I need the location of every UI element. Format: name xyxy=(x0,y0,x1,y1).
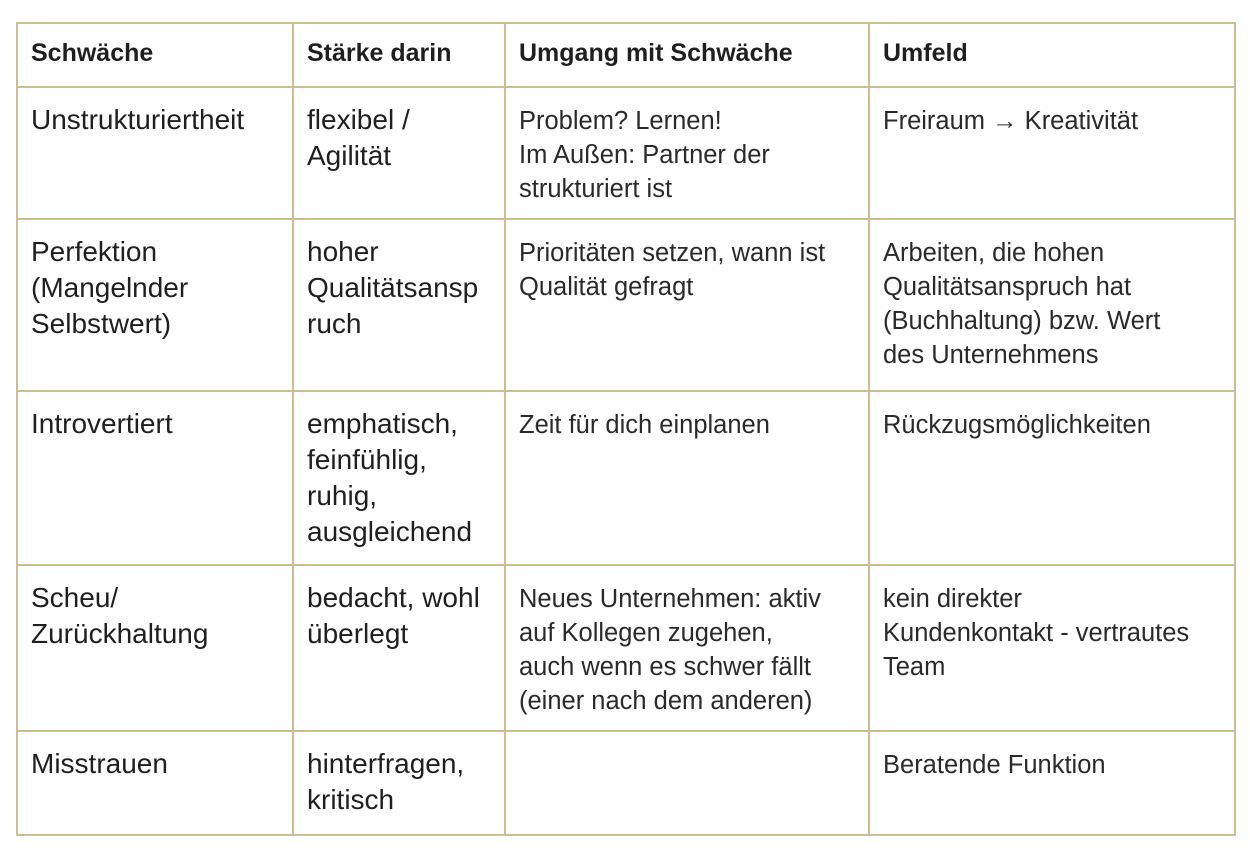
header-umgang: Umgang mit Schwäche xyxy=(505,23,869,87)
cell-line: kein direkter xyxy=(883,585,1022,613)
table-row xyxy=(17,731,1235,835)
cell-line: Unstrukturiertheit xyxy=(31,104,245,135)
cell-umgang xyxy=(505,219,869,391)
header-umfeld: Umfeld xyxy=(869,23,1235,87)
cell-schwaeche xyxy=(17,391,293,565)
cell-line: strukturiert ist xyxy=(519,175,673,203)
cell-schwaeche xyxy=(17,731,293,835)
table-row xyxy=(17,219,1235,391)
cell-line: bedacht, wohl xyxy=(307,582,480,613)
cell-line: (Mangelnder xyxy=(31,272,189,303)
cell-umfeld xyxy=(869,87,1235,219)
cell-line: Prioritäten setzen, wann ist xyxy=(519,239,826,267)
cell-staerke xyxy=(293,731,505,835)
cell-line: flexibel / xyxy=(307,104,410,135)
cell-line: (Buchhaltung) bzw. Wert xyxy=(883,307,1161,335)
cell-line: Perfektion xyxy=(31,236,158,267)
header-staerke: Stärke darin xyxy=(293,23,505,87)
cell-line: Problem? Lernen! xyxy=(519,107,722,135)
cell-line: ruch xyxy=(307,308,362,339)
cell-umgang xyxy=(505,565,869,731)
cell-line: Neues Unternehmen: aktiv xyxy=(519,585,821,613)
cell-staerke xyxy=(293,565,505,731)
cell-line: Zurückhaltung xyxy=(31,618,209,649)
table-row xyxy=(17,391,1235,565)
table-row xyxy=(17,87,1235,219)
cell-line: überlegt xyxy=(307,618,409,649)
cell-staerke xyxy=(293,391,505,565)
cell-line: kritisch xyxy=(307,784,395,815)
header-schwaeche: Schwäche xyxy=(17,23,293,87)
table-header-row xyxy=(17,23,1235,87)
cell-line: Agilität xyxy=(307,140,392,171)
cell-line: ausgleichend xyxy=(307,516,473,547)
cell-line: feinfühlig, xyxy=(307,444,427,475)
cell-line: Arbeiten, die hohen xyxy=(883,239,1105,267)
table-row xyxy=(17,565,1235,731)
cell-umfeld xyxy=(869,731,1235,835)
cell-line: Qualität gefragt xyxy=(519,273,694,301)
cell-line: hinterfragen, xyxy=(307,748,465,779)
cell-umfeld xyxy=(869,565,1235,731)
cell-line: des Unternehmens xyxy=(883,341,1099,369)
cell-umfeld xyxy=(869,391,1235,565)
cell-umgang-empty xyxy=(505,731,869,835)
cell-schwaeche xyxy=(17,565,293,731)
cell-schwaeche xyxy=(17,87,293,219)
cell-line: Im Außen: Partner der xyxy=(519,141,770,169)
cell-line: ruhig, xyxy=(307,480,378,511)
cell-line: Team xyxy=(883,653,946,681)
cell-staerke xyxy=(293,87,505,219)
cell-line: emphatisch, xyxy=(307,408,458,439)
cell-line: Zeit für dich einplanen xyxy=(519,411,770,439)
cell-line: hoher xyxy=(307,236,379,267)
cell-umgang xyxy=(505,87,869,219)
cell-line: Rückzugsmöglichkeiten xyxy=(883,411,1151,439)
cell-line: Qualitätsansp xyxy=(307,272,479,303)
cell-schwaeche xyxy=(17,219,293,391)
cell-umgang xyxy=(505,391,869,565)
cell-line: auf Kollegen zugehen, xyxy=(519,619,773,647)
cell-staerke xyxy=(293,219,505,391)
cell-umfeld xyxy=(869,219,1235,391)
cell-line: Kundenkontakt - vertrautes xyxy=(883,619,1190,647)
cell-line: Beratende Funktion xyxy=(883,751,1106,779)
cell-line: Introvertiert xyxy=(31,408,173,439)
cell-line: Scheu/ xyxy=(31,582,119,613)
cell-line: Selbstwert) xyxy=(31,308,172,339)
weakness-table xyxy=(16,22,1236,836)
cell-line: (einer nach dem anderen) xyxy=(519,687,813,715)
cell-line: Misstrauen xyxy=(31,748,168,779)
cell-line: auch wenn es schwer fällt xyxy=(519,653,811,681)
cell-line: Qualitätsanspruch hat xyxy=(883,273,1132,301)
cell-line: Freiraum → Kreativität xyxy=(883,107,1139,135)
